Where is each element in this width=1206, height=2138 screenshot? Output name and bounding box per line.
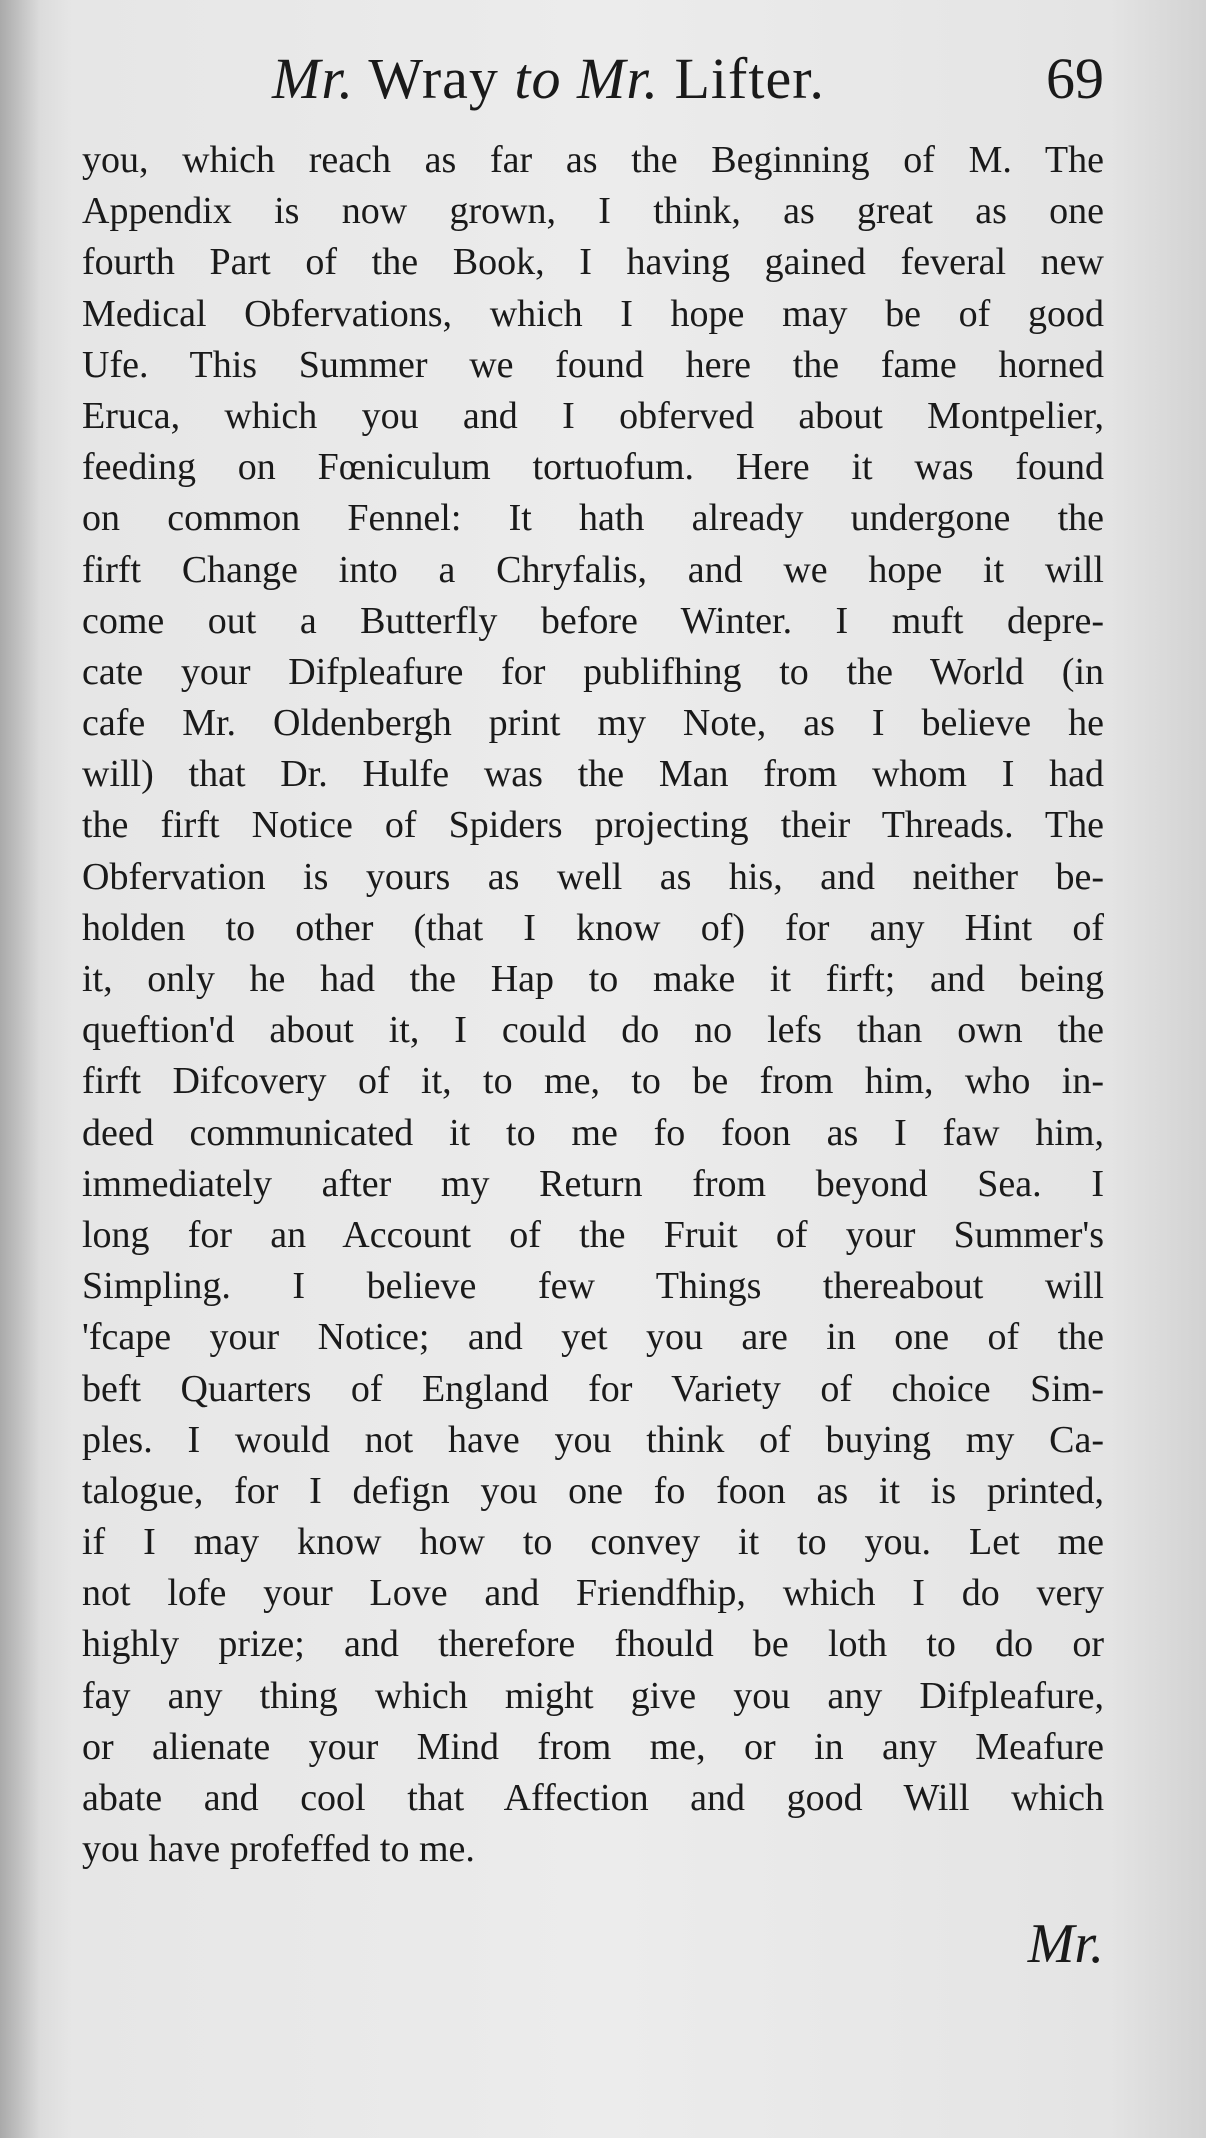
text-line: cate your Difpleafure for publifhing to the World (in — [82, 650, 1104, 693]
text-line: 'fcape your Notice; and yet you are in one of the — [82, 1316, 1104, 1359]
text-line: long for an Account of the Fruit of your Summer's — [82, 1213, 1104, 1256]
text-line: Ufe. This Summer we found here the fame horned — [82, 343, 1104, 386]
text-line: immediately after my Return from beyond Sea. I — [82, 1162, 1104, 1205]
letter-body — [82, 135, 1104, 1875]
text-line: cafe Mr. Oldenbergh print my Note, as I believe he — [82, 702, 1104, 745]
text-line: will) that Dr. Hulfe was the Man from whom I had — [82, 753, 1104, 796]
catchword: Mr. — [1027, 1913, 1104, 1975]
text-line: Eruca, which you and I obferved about Montpelier, — [82, 394, 1104, 437]
text-line: talogue, for I defign you one fo foon as it is printed, — [82, 1469, 1104, 1512]
text-line: Medical Obfervations, which I hope may be of good — [82, 292, 1104, 335]
text-line: queftion'd about it, I could do no lefs than own the — [82, 1009, 1104, 1052]
text-line: Simpling. I believe few Things thereabout will — [82, 1265, 1104, 1308]
text-line: not lofe your Love and Friendfhip, which I do very — [82, 1572, 1104, 1615]
text-line: holden to other (that I know of) for any Hint of — [82, 906, 1104, 949]
text-line: ples. I would not have you think of buying my Ca- — [82, 1418, 1104, 1461]
text-line: beft Quarters of England for Variety of choice Sim- — [82, 1367, 1104, 1410]
text-line: firft Difcovery of it, to me, to be from him, who in- — [82, 1060, 1104, 1103]
running-head-part: Mr. — [272, 46, 354, 111]
text-line: deed communicated it to me fo foon as I faw him, — [82, 1111, 1104, 1154]
running-head — [272, 45, 825, 112]
page-header — [82, 45, 1104, 125]
text-line: Appendix is now grown, I think, as great as one — [82, 190, 1104, 233]
text-line: highly prize; and therefore fhould be loth to do or — [82, 1623, 1104, 1666]
text-line: fourth Part of the Book, I having gained feveral new — [82, 241, 1104, 284]
text-line: come out a Butterfly before Winter. I muft depre- — [82, 599, 1104, 642]
text-line: you have profeffed to me. — [82, 1828, 475, 1871]
running-head-part: Mr. — [577, 46, 659, 111]
text-line: on common Fennel: It hath already undergone the — [82, 497, 1104, 540]
running-head-part: Lifter. — [659, 46, 825, 111]
text-line: or alienate your Mind from me, or in any Meafure — [82, 1725, 1104, 1768]
running-head-part: to — [514, 46, 562, 111]
text-line: if I may know how to convey it to you. Let me — [82, 1521, 1104, 1564]
text-line: the firft Notice of Spiders projecting their Threads. The — [82, 804, 1104, 847]
gutter-shadow — [0, 0, 40, 2138]
text-line: fay any thing which might give you any Difpleafure, — [82, 1674, 1104, 1717]
text-line: abate and cool that Affection and good Will which — [82, 1777, 1104, 1819]
page-number: 69 — [1046, 46, 1104, 111]
text-line: Obfervation is yours as well as his, and neither be- — [82, 855, 1104, 898]
running-head-part — [562, 46, 578, 111]
text-line: firft Change into a Chryfalis, and we hope it will — [82, 548, 1104, 591]
running-head-part: Wray — [353, 46, 515, 111]
text-line: it, only he had the Hap to make it firft; and being — [82, 958, 1104, 1000]
text-line: you, which reach as far as the Beginning of M. The — [82, 139, 1104, 181]
text-line: feeding on Fœniculum tortuofum. Here it was found — [82, 446, 1104, 489]
